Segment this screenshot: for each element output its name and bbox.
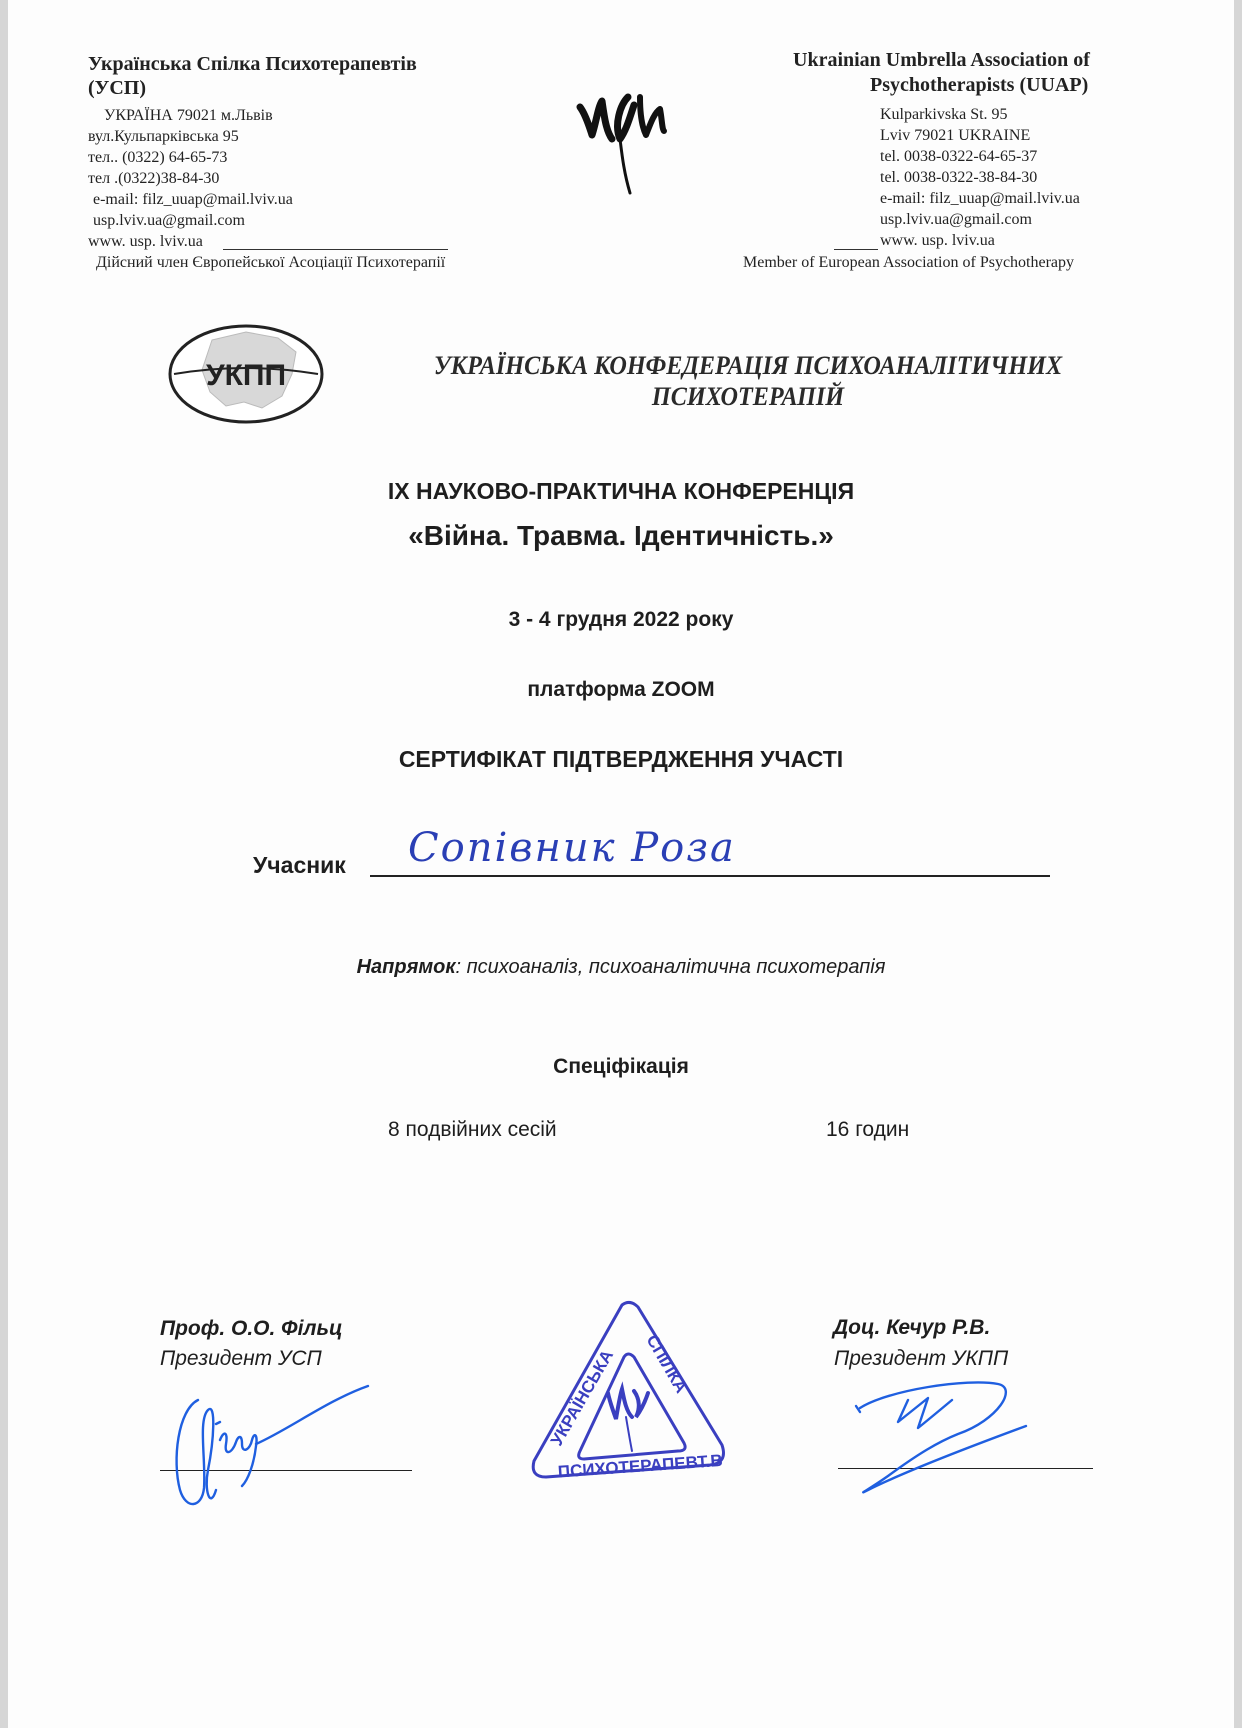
- participant-name-handwritten: Сопівник Роза: [408, 825, 736, 871]
- certificate-title: СЕРТИФІКАТ ПІДТВЕРДЖЕННЯ УЧАСТІ: [398, 746, 844, 772]
- certificate-page: [8, 0, 1234, 1728]
- stamp-text-left: УКРАЇНСЬКА: [547, 1346, 618, 1449]
- ukpp-logo-icon: [166, 322, 326, 426]
- conference-title: «Війна. Травма. Ідентичність.»: [408, 520, 834, 551]
- conference-platform: платформа ZOOM: [527, 678, 715, 701]
- email-line: usp.lviv.ua@gmail.com: [880, 211, 1032, 228]
- usp-contact-ua: [88, 105, 293, 252]
- ukpp-title: [385, 350, 1110, 412]
- membership-ua: Дійсний член Європейської Асоціації Психотерапії: [96, 254, 446, 271]
- hours-count: 16 годин: [826, 1118, 910, 1141]
- direction-label: Напрямок: [356, 956, 456, 978]
- conference-heading: IX НАУКОВО-ПРАКТИЧНА КОНФЕРЕНЦІЯ: [387, 478, 855, 504]
- address-line: УКРАЇНА 79021 м.Львів: [104, 107, 273, 124]
- address-line: вул.Кульпарківська 95: [88, 128, 239, 145]
- uuap-name-line1: Ukrainian Umbrella Association of: [793, 49, 1090, 71]
- conference-dates: 3 - 4 грудня 2022 року: [508, 608, 734, 631]
- address-line: Lviv 79021 UKRAINE: [880, 127, 1031, 144]
- stamp-text-bottom: ПСИХОТЕРАПЕВТ.В: [557, 1450, 724, 1482]
- participant-underline: [370, 875, 1050, 877]
- signatory-1-name: Проф. О.О. Фільц: [160, 1317, 343, 1340]
- phone-line: tel. 0038-0322-38-84-30: [880, 169, 1038, 186]
- uuap-contact-en: [880, 104, 1080, 251]
- sessions-count: 8 подвійних сесій: [388, 1118, 557, 1141]
- usp-stamp-icon: [522, 1295, 732, 1495]
- signatory-2-name: Доц. Кечур Р.В.: [833, 1316, 991, 1339]
- signatory-2-role: Президент УКПП: [834, 1347, 1009, 1370]
- signatory-1-role: Президент УСП: [160, 1347, 322, 1370]
- specification-title: Спеціфікація: [553, 1055, 689, 1078]
- ukpp-title-line2: ПСИХОТЕРАПІЙ: [651, 382, 845, 411]
- uuap-name-line2: Psychotherapists (UUAP): [870, 74, 1089, 96]
- header-rule: [223, 249, 448, 250]
- participant-label: Учасник: [253, 852, 346, 878]
- signature-2-icon: [848, 1370, 1088, 1520]
- phone-line: тел .(0322)38-84-30: [88, 170, 220, 187]
- header-rule: [834, 249, 878, 250]
- email-line: usp.lviv.ua@gmail.com: [93, 212, 245, 229]
- email-line: e-mail: filz_uuap@mail.lviv.ua: [880, 190, 1080, 207]
- ukpp-title-line1: УКРАЇНСЬКА КОНФЕДЕРАЦІЯ ПСИХОАНАЛІТИЧНИХ: [433, 351, 1063, 380]
- email-line: e-mail: filz_uuap@mail.lviv.ua: [93, 191, 293, 208]
- direction: [8, 956, 1234, 979]
- usp-name-ua: Українська Спілка Психотерапевтів: [88, 53, 417, 75]
- phone-line: тел.. (0322) 64-65-73: [88, 149, 228, 166]
- membership-en: Member of European Association of Psychotherapy: [743, 254, 1075, 271]
- direction-value: : психоаналіз, психоаналітична психотерапія: [455, 956, 886, 978]
- usp-org-name: [88, 52, 417, 100]
- usp-logo-icon: [568, 85, 678, 195]
- website-line: www. usp. lviv.ua: [880, 232, 995, 249]
- signature-1-icon: [158, 1370, 398, 1520]
- phone-line: tel. 0038-0322-64-65-37: [880, 148, 1038, 165]
- stamp-text-right: СПІЛКА: [642, 1331, 691, 1397]
- ukpp-logo-text: УКПП: [205, 359, 287, 392]
- usp-abbr: (УСП): [88, 77, 146, 99]
- address-line: Kulparkivska St. 95: [880, 106, 1008, 123]
- website-line: www. usp. lviv.ua: [88, 233, 203, 250]
